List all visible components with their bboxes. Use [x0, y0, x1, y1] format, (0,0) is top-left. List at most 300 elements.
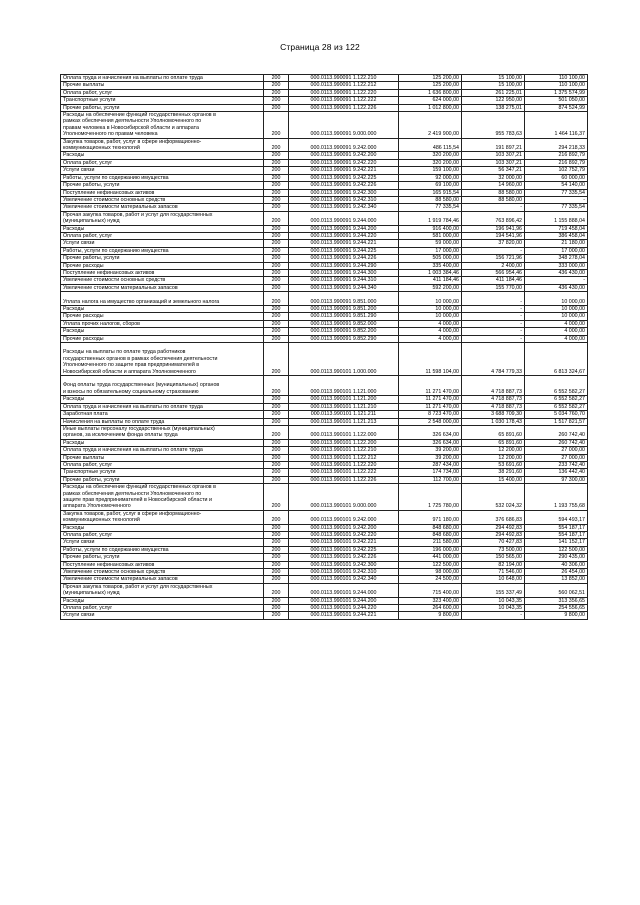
table-row	[61, 196, 588, 203]
row-approved-cell: 848 680,00	[399, 524, 462, 531]
row-code-cell: 200	[264, 484, 289, 511]
row-kbk-cell: 000.0113.990101 9.244.221	[289, 612, 399, 619]
row-approved-cell: 88 580,00	[399, 196, 462, 203]
row-kbk-cell: 000.0113.990101 1.121.210	[289, 403, 399, 410]
row-code-cell: 200	[264, 284, 289, 291]
row-approved-cell: 196 000,00	[399, 546, 462, 553]
table-row	[61, 403, 588, 410]
row-executed-cell: -	[462, 292, 525, 306]
row-unexecuted-cell: 1 375 574,99	[525, 89, 588, 96]
row-approved-cell: 122 500,00	[399, 561, 462, 568]
row-kbk-cell: 000.0113.990091 9.244.220	[289, 232, 399, 239]
row-code-cell: 200	[264, 328, 289, 335]
row-kbk-cell: 000.0113.990091 9.242.300	[289, 189, 399, 196]
row-approved-cell: 971 180,00	[399, 510, 462, 524]
row-code-cell: 200	[264, 447, 289, 454]
row-kbk-cell: 000.0113.990101 9.244.200	[289, 597, 399, 604]
row-executed-cell: 53 691,60	[462, 461, 525, 468]
row-unexecuted-cell: 21 180,00	[525, 240, 588, 247]
row-executed-cell: -	[462, 320, 525, 327]
row-executed-cell: -	[462, 204, 525, 211]
table-row	[61, 159, 588, 166]
report-body	[61, 75, 588, 620]
row-code-cell: 200	[264, 539, 289, 546]
row-approved-cell: 159 100,00	[399, 167, 462, 174]
row-kbk-cell: 000.0113.990101 1.121.211	[289, 411, 399, 418]
row-name-cell: Расходы на обеспечение функций государственных органов в рамках обеспечения деятельности Уполномоченного по защите прав предпринимателей в Новосибирской области и аппарата Уполномоченного	[61, 484, 264, 511]
row-code-cell: 200	[264, 277, 289, 284]
row-kbk-cell: 000.0113.990101 9.242.225	[289, 546, 399, 553]
row-name-cell: Оплата работ, услуг	[61, 461, 264, 468]
row-unexecuted-cell: 260 742,40	[525, 439, 588, 446]
row-unexecuted-cell: 1 155 888,04	[525, 211, 588, 225]
row-executed-cell: 955 783,63	[462, 112, 525, 139]
row-executed-cell: 15 100,00	[462, 82, 525, 89]
row-unexecuted-cell: -	[525, 277, 588, 284]
row-name-cell: Расходы на выплаты по оплате труда работников государственных органов в рамках обеспечения деятельности Уполномоченного по защите прав предпринимателей в Новосибирской области и аппарата Уполномоченного	[61, 343, 264, 376]
row-executed-cell: 70 427,83	[462, 539, 525, 546]
row-name-cell: Оплата труда и начисления на выплаты по оплате труда	[61, 403, 264, 410]
row-approved-cell: 4 000,00	[399, 335, 462, 342]
row-name-cell: Расходы	[61, 152, 264, 159]
row-executed-cell: 88 580,00	[462, 196, 525, 203]
row-approved-cell: 125 200,00	[399, 82, 462, 89]
row-unexecuted-cell: 26 454,00	[525, 569, 588, 576]
row-unexecuted-cell: 216 892,79	[525, 152, 588, 159]
row-unexecuted-cell: 110 100,00	[525, 75, 588, 82]
row-kbk-cell: 000.0113.990101 9.244.220	[289, 605, 399, 612]
row-approved-cell: 1 003 384,46	[399, 269, 462, 276]
row-unexecuted-cell: 313 356,65	[525, 597, 588, 604]
row-approved-cell: 1 012 800,00	[399, 104, 462, 111]
table-row	[61, 89, 588, 96]
table-row	[61, 396, 588, 403]
row-kbk-cell: 000.0113.990101 9.242.300	[289, 561, 399, 568]
row-name-cell: Прочая закупка товаров, работ и услуг для государственных (муниципальных) нужд	[61, 583, 264, 597]
row-unexecuted-cell: 233 742,40	[525, 461, 588, 468]
row-approved-cell: 264 600,00	[399, 605, 462, 612]
row-name-cell: Расходы	[61, 597, 264, 604]
row-kbk-cell: 000.0113.990091 1.122.226	[289, 104, 399, 111]
table-row	[61, 583, 588, 597]
row-kbk-cell: 000.0113.990101 9.242.000	[289, 510, 399, 524]
row-unexecuted-cell: 719 458,04	[525, 225, 588, 232]
row-code-cell: 200	[264, 211, 289, 225]
row-name-cell: Расходы	[61, 524, 264, 531]
row-unexecuted-cell: 560 062,51	[525, 583, 588, 597]
row-unexecuted-cell: 27 000,00	[525, 447, 588, 454]
row-name-cell: Поступление нефинансовых активов	[61, 561, 264, 568]
row-name-cell: Увеличение стоимости материальных запасов	[61, 204, 264, 211]
row-code-cell: 200	[264, 313, 289, 320]
row-approved-cell: 9 800,00	[399, 612, 462, 619]
row-code-cell: 200	[264, 411, 289, 418]
row-kbk-cell: 000.0113.990091 9.244.200	[289, 225, 399, 232]
row-unexecuted-cell: 554 187,17	[525, 532, 588, 539]
row-approved-cell: 505 000,00	[399, 255, 462, 262]
row-code-cell: 200	[264, 255, 289, 262]
row-code-cell: 200	[264, 189, 289, 196]
row-executed-cell: 10 648,00	[462, 576, 525, 583]
row-executed-cell: 15 100,00	[462, 75, 525, 82]
table-row	[61, 328, 588, 335]
row-kbk-cell: 000.0113.990101 1.122.200	[289, 439, 399, 446]
row-kbk-cell: 000.0113.990091 9.852.200	[289, 328, 399, 335]
row-unexecuted-cell: 40 306,00	[525, 561, 588, 568]
table-row	[61, 439, 588, 446]
table-row	[61, 510, 588, 524]
row-approved-cell: 98 000,00	[399, 569, 462, 576]
row-kbk-cell: 000.0113.990101 9.242.226	[289, 554, 399, 561]
row-kbk-cell: 000.0113.990101 1.121.000	[289, 376, 399, 396]
table-row	[61, 306, 588, 313]
row-approved-cell: 11 271 470,00	[399, 376, 462, 396]
row-unexecuted-cell: 60 000,00	[525, 174, 588, 181]
row-name-cell: Расходы	[61, 439, 264, 446]
row-code-cell: 200	[264, 104, 289, 111]
row-approved-cell: 848 680,00	[399, 532, 462, 539]
row-code-cell: 200	[264, 292, 289, 306]
row-approved-cell: 326 634,00	[399, 439, 462, 446]
row-name-cell: Закупка товаров, работ, услуг в сфере информационно- коммуникационных технологий	[61, 138, 264, 152]
row-approved-cell: 2 548 000,00	[399, 418, 462, 425]
row-executed-cell: 32 000,00	[462, 174, 525, 181]
row-executed-cell: 566 954,46	[462, 269, 525, 276]
row-name-cell: Прочие работы, услуги	[61, 554, 264, 561]
row-unexecuted-cell: 436 430,00	[525, 269, 588, 276]
row-executed-cell: -	[462, 328, 525, 335]
table-row	[61, 454, 588, 461]
row-kbk-cell: 000.0113.990101 1.122.226	[289, 476, 399, 483]
row-code-cell: 200	[264, 425, 289, 439]
row-unexecuted-cell: 874 524,99	[525, 104, 588, 111]
row-executed-cell: 82 194,00	[462, 561, 525, 568]
row-unexecuted-cell: 1 193 755,68	[525, 484, 588, 511]
row-code-cell: 200	[264, 439, 289, 446]
row-approved-cell: 2 419 900,00	[399, 112, 462, 139]
row-kbk-cell: 000.0113.990091 9.244.290	[289, 262, 399, 269]
row-approved-cell: 92 000,00	[399, 174, 462, 181]
row-approved-cell: 11 271 470,00	[399, 396, 462, 403]
table-row	[61, 104, 588, 111]
row-kbk-cell: 000.0113.990091 1.122.220	[289, 89, 399, 96]
row-code-cell: 200	[264, 469, 289, 476]
row-approved-cell: 24 500,00	[399, 576, 462, 583]
row-code-cell: 200	[264, 182, 289, 189]
row-approved-cell: 592 200,00	[399, 284, 462, 291]
row-name-cell: Прочие выплаты	[61, 82, 264, 89]
table-row	[61, 240, 588, 247]
row-approved-cell: 486 115,54	[399, 138, 462, 152]
row-unexecuted-cell: 13 852,00	[525, 576, 588, 583]
row-approved-cell: 69 100,00	[399, 182, 462, 189]
row-executed-cell: 261 225,01	[462, 89, 525, 96]
row-approved-cell: 211 580,00	[399, 539, 462, 546]
row-approved-cell: 125 200,00	[399, 75, 462, 82]
row-name-cell: Услуги связи	[61, 612, 264, 619]
row-code-cell: 200	[264, 454, 289, 461]
row-unexecuted-cell: 501 050,00	[525, 97, 588, 104]
row-kbk-cell: 000.0113.990091 1.122.222	[289, 97, 399, 104]
row-code-cell: 200	[264, 159, 289, 166]
row-name-cell: Прочие расходы	[61, 313, 264, 320]
row-code-cell: 200	[264, 546, 289, 553]
row-kbk-cell: 000.0113.990091 9.242.225	[289, 174, 399, 181]
row-executed-cell: 10 043,35	[462, 605, 525, 612]
row-executed-cell: 12 200,00	[462, 454, 525, 461]
row-kbk-cell: 000.0113.990101 9.242.310	[289, 569, 399, 576]
row-approved-cell: 17 000,00	[399, 247, 462, 254]
row-executed-cell: 10 043,35	[462, 597, 525, 604]
row-approved-cell: 10 000,00	[399, 306, 462, 313]
row-approved-cell: 1 725 780,00	[399, 484, 462, 511]
row-executed-cell: 763 896,42	[462, 211, 525, 225]
row-approved-cell: 323 400,00	[399, 597, 462, 604]
row-name-cell: Увеличение стоимости материальных запасов	[61, 576, 264, 583]
table-row	[61, 97, 588, 104]
table-row	[61, 269, 588, 276]
row-unexecuted-cell: 97 300,00	[525, 476, 588, 483]
row-approved-cell: 10 000,00	[399, 313, 462, 320]
table-row	[61, 469, 588, 476]
row-kbk-cell: 000.0113.990091 9.242.340	[289, 204, 399, 211]
row-code-cell: 200	[264, 554, 289, 561]
row-name-cell: Работы, услуги по содержанию имущества	[61, 247, 264, 254]
row-unexecuted-cell: 10 000,00	[525, 292, 588, 306]
row-code-cell: 200	[264, 82, 289, 89]
row-kbk-cell: 000.0113.990091 9.242.310	[289, 196, 399, 203]
row-name-cell: Иные выплаты персоналу государственных (муниципальных) органов, за исключением фонда оплаты труда	[61, 425, 264, 439]
table-row	[61, 75, 588, 82]
row-name-cell: Прочая закупка товаров, работ и услуг для государственных (муниципальных) нужд	[61, 211, 264, 225]
row-kbk-cell: 000.0113.990091 1.122.212	[289, 82, 399, 89]
row-name-cell: Оплата работ, услуг	[61, 232, 264, 239]
table-row	[61, 320, 588, 327]
row-executed-cell: 4 718 887,73	[462, 376, 525, 396]
row-approved-cell: 112 700,00	[399, 476, 462, 483]
row-code-cell: 200	[264, 247, 289, 254]
row-name-cell: Закупка товаров, работ, услуг в сфере информационно- коммуникационных технологий	[61, 510, 264, 524]
row-unexecuted-cell: 6 813 324,67	[525, 343, 588, 376]
row-name-cell: Транспортные услуги	[61, 469, 264, 476]
row-name-cell: Расходы на обеспечение функций государственных органов в рамках обеспечения деятельности Уполномоченного по правам человека в Новосибирской области и аппарата Уполномоченного по правам человека	[61, 112, 264, 139]
row-approved-cell: 1 919 784,46	[399, 211, 462, 225]
row-unexecuted-cell: 122 500,00	[525, 546, 588, 553]
row-name-cell: Поступление нефинансовых активов	[61, 189, 264, 196]
row-code-cell: 200	[264, 306, 289, 313]
row-unexecuted-cell: 6 552 582,27	[525, 376, 588, 396]
row-name-cell: Оплата работ, услуг	[61, 532, 264, 539]
row-kbk-cell: 000.0113.990091 9.242.226	[289, 182, 399, 189]
row-executed-cell: -	[462, 612, 525, 619]
row-executed-cell: 196 941,96	[462, 225, 525, 232]
row-approved-cell: 287 434,00	[399, 461, 462, 468]
row-kbk-cell: 000.0113.990091 9.244.000	[289, 211, 399, 225]
row-code-cell: 200	[264, 89, 289, 96]
row-name-cell: Услуги связи	[61, 539, 264, 546]
table-row	[61, 152, 588, 159]
row-unexecuted-cell: 17 000,00	[525, 247, 588, 254]
row-executed-cell: 88 580,00	[462, 189, 525, 196]
row-approved-cell: 39 200,00	[399, 454, 462, 461]
row-kbk-cell: 000.0113.990091 9.242.200	[289, 152, 399, 159]
row-kbk-cell: 000.0113.990091 9.852.290	[289, 335, 399, 342]
table-row	[61, 425, 588, 439]
row-code-cell: 200	[264, 343, 289, 376]
table-row	[61, 569, 588, 576]
table-row	[61, 174, 588, 181]
row-name-cell: Оплата работ, услуг	[61, 89, 264, 96]
row-approved-cell: 411 184,46	[399, 277, 462, 284]
row-executed-cell: -	[462, 313, 525, 320]
row-name-cell: Увеличение стоимости основных средств	[61, 196, 264, 203]
table-row	[61, 343, 588, 376]
table-row	[61, 189, 588, 196]
row-unexecuted-cell: 9 800,00	[525, 612, 588, 619]
row-name-cell: Транспортные услуги	[61, 97, 264, 104]
row-executed-cell: 138 275,01	[462, 104, 525, 111]
row-name-cell: Увеличение стоимости материальных запасов	[61, 284, 264, 291]
row-name-cell: Расходы	[61, 306, 264, 313]
row-name-cell: Расходы	[61, 225, 264, 232]
row-unexecuted-cell: 4 000,00	[525, 320, 588, 327]
table-row	[61, 112, 588, 139]
row-unexecuted-cell: 4 000,00	[525, 328, 588, 335]
table-row	[61, 284, 588, 291]
row-name-cell: Прочие расходы	[61, 335, 264, 342]
row-unexecuted-cell: 77 335,54	[525, 204, 588, 211]
table-row	[61, 554, 588, 561]
row-code-cell: 200	[264, 476, 289, 483]
row-unexecuted-cell: 348 278,04	[525, 255, 588, 262]
row-unexecuted-cell: 136 442,40	[525, 469, 588, 476]
row-name-cell: Увеличение стоимости основных средств	[61, 569, 264, 576]
row-code-cell: 200	[264, 97, 289, 104]
row-name-cell: Оплата труда и начисления на выплаты по оплате труда	[61, 75, 264, 82]
row-unexecuted-cell: 5 034 760,70	[525, 411, 588, 418]
row-executed-cell: 65 891,60	[462, 425, 525, 439]
row-code-cell: 200	[264, 204, 289, 211]
row-kbk-cell: 000.0113.990091 9.244.300	[289, 269, 399, 276]
row-name-cell: Прочие работы, услуги	[61, 182, 264, 189]
row-approved-cell: 8 723 470,00	[399, 411, 462, 418]
row-executed-cell: -	[462, 247, 525, 254]
row-approved-cell: 10 000,00	[399, 292, 462, 306]
table-row	[61, 211, 588, 225]
row-unexecuted-cell: 6 552 582,27	[525, 396, 588, 403]
row-name-cell: Уплата налога на имущество организаций и земельного налога	[61, 292, 264, 306]
table-row	[61, 476, 588, 483]
row-unexecuted-cell: 1 464 116,37	[525, 112, 588, 139]
row-code-cell: 200	[264, 167, 289, 174]
row-executed-cell: 1 030 178,43	[462, 418, 525, 425]
row-code-cell: 200	[264, 396, 289, 403]
row-name-cell: Оплата труда и начисления на выплаты по оплате труда	[61, 447, 264, 454]
table-row	[61, 447, 588, 454]
row-name-cell: Расходы	[61, 396, 264, 403]
row-code-cell: 200	[264, 605, 289, 612]
row-name-cell: Услуги связи	[61, 240, 264, 247]
row-kbk-cell: 000.0113.990091 9.244.221	[289, 240, 399, 247]
row-code-cell: 200	[264, 510, 289, 524]
row-approved-cell: 320 200,00	[399, 152, 462, 159]
row-approved-cell: 165 915,54	[399, 189, 462, 196]
row-code-cell: 200	[264, 152, 289, 159]
row-approved-cell: 441 000,00	[399, 554, 462, 561]
row-kbk-cell: 000.0113.990091 1.122.210	[289, 75, 399, 82]
row-code-cell: 200	[264, 240, 289, 247]
table-row	[61, 335, 588, 342]
row-approved-cell: 335 400,00	[399, 262, 462, 269]
table-row	[61, 247, 588, 254]
table-row	[61, 605, 588, 612]
row-code-cell: 200	[264, 532, 289, 539]
row-unexecuted-cell: 10 000,00	[525, 306, 588, 313]
row-executed-cell: 4 718 887,73	[462, 396, 525, 403]
row-code-cell: 200	[264, 138, 289, 152]
row-kbk-cell: 000.0113.990101 9.242.220	[289, 532, 399, 539]
row-code-cell: 200	[264, 196, 289, 203]
row-executed-cell: 4 718 887,73	[462, 403, 525, 410]
table-row	[61, 376, 588, 396]
row-executed-cell: 155 770,00	[462, 284, 525, 291]
row-executed-cell: 122 950,00	[462, 97, 525, 104]
row-name-cell: Начисления на выплаты по оплате труда	[61, 418, 264, 425]
row-unexecuted-cell: 260 742,40	[525, 425, 588, 439]
row-kbk-cell: 000.0113.990091 9.000.000	[289, 112, 399, 139]
row-code-cell: 200	[264, 376, 289, 396]
row-name-cell: Оплата работ, услуг	[61, 605, 264, 612]
row-executed-cell: 3 688 709,30	[462, 411, 525, 418]
row-approved-cell: 1 636 800,00	[399, 89, 462, 96]
row-kbk-cell: 000.0113.990091 9.244.226	[289, 255, 399, 262]
row-executed-cell: 150 565,00	[462, 554, 525, 561]
row-approved-cell: 581 000,00	[399, 232, 462, 239]
row-executed-cell: 15 400,00	[462, 476, 525, 483]
row-executed-cell: 65 891,60	[462, 439, 525, 446]
row-name-cell: Прочие расходы	[61, 262, 264, 269]
row-executed-cell: 14 960,00	[462, 182, 525, 189]
row-code-cell: 200	[264, 262, 289, 269]
row-executed-cell: 191 897,21	[462, 138, 525, 152]
table-row	[61, 292, 588, 306]
row-unexecuted-cell: 594 493,17	[525, 510, 588, 524]
row-unexecuted-cell: 436 430,00	[525, 284, 588, 291]
row-executed-cell: 103 307,21	[462, 159, 525, 166]
row-name-cell: Уплата прочих налогов, сборов	[61, 320, 264, 327]
row-approved-cell: 624 000,00	[399, 97, 462, 104]
row-unexecuted-cell: 54 140,00	[525, 182, 588, 189]
row-kbk-cell: 000.0113.990101 9.242.221	[289, 539, 399, 546]
table-row	[61, 204, 588, 211]
row-kbk-cell: 000.0113.990101 9.244.000	[289, 583, 399, 597]
page-header: Страница 28 из 122	[280, 42, 360, 52]
row-executed-cell: 2 400,00	[462, 262, 525, 269]
row-code-cell: 200	[264, 612, 289, 619]
row-approved-cell: 4 000,00	[399, 328, 462, 335]
row-code-cell: 200	[264, 461, 289, 468]
row-kbk-cell: 000.0113.990101 1.122.222	[289, 469, 399, 476]
row-kbk-cell: 000.0113.990091 9.852.000	[289, 320, 399, 327]
row-name-cell: Работы, услуги по содержанию имущества	[61, 174, 264, 181]
row-executed-cell: -	[462, 306, 525, 313]
row-approved-cell: 11 271 470,00	[399, 403, 462, 410]
row-kbk-cell: 000.0113.990101 1.000.000	[289, 343, 399, 376]
row-code-cell: 200	[264, 225, 289, 232]
row-kbk-cell: 000.0113.990101 9.242.340	[289, 576, 399, 583]
table-row	[61, 418, 588, 425]
row-kbk-cell: 000.0113.990091 9.851.200	[289, 306, 399, 313]
